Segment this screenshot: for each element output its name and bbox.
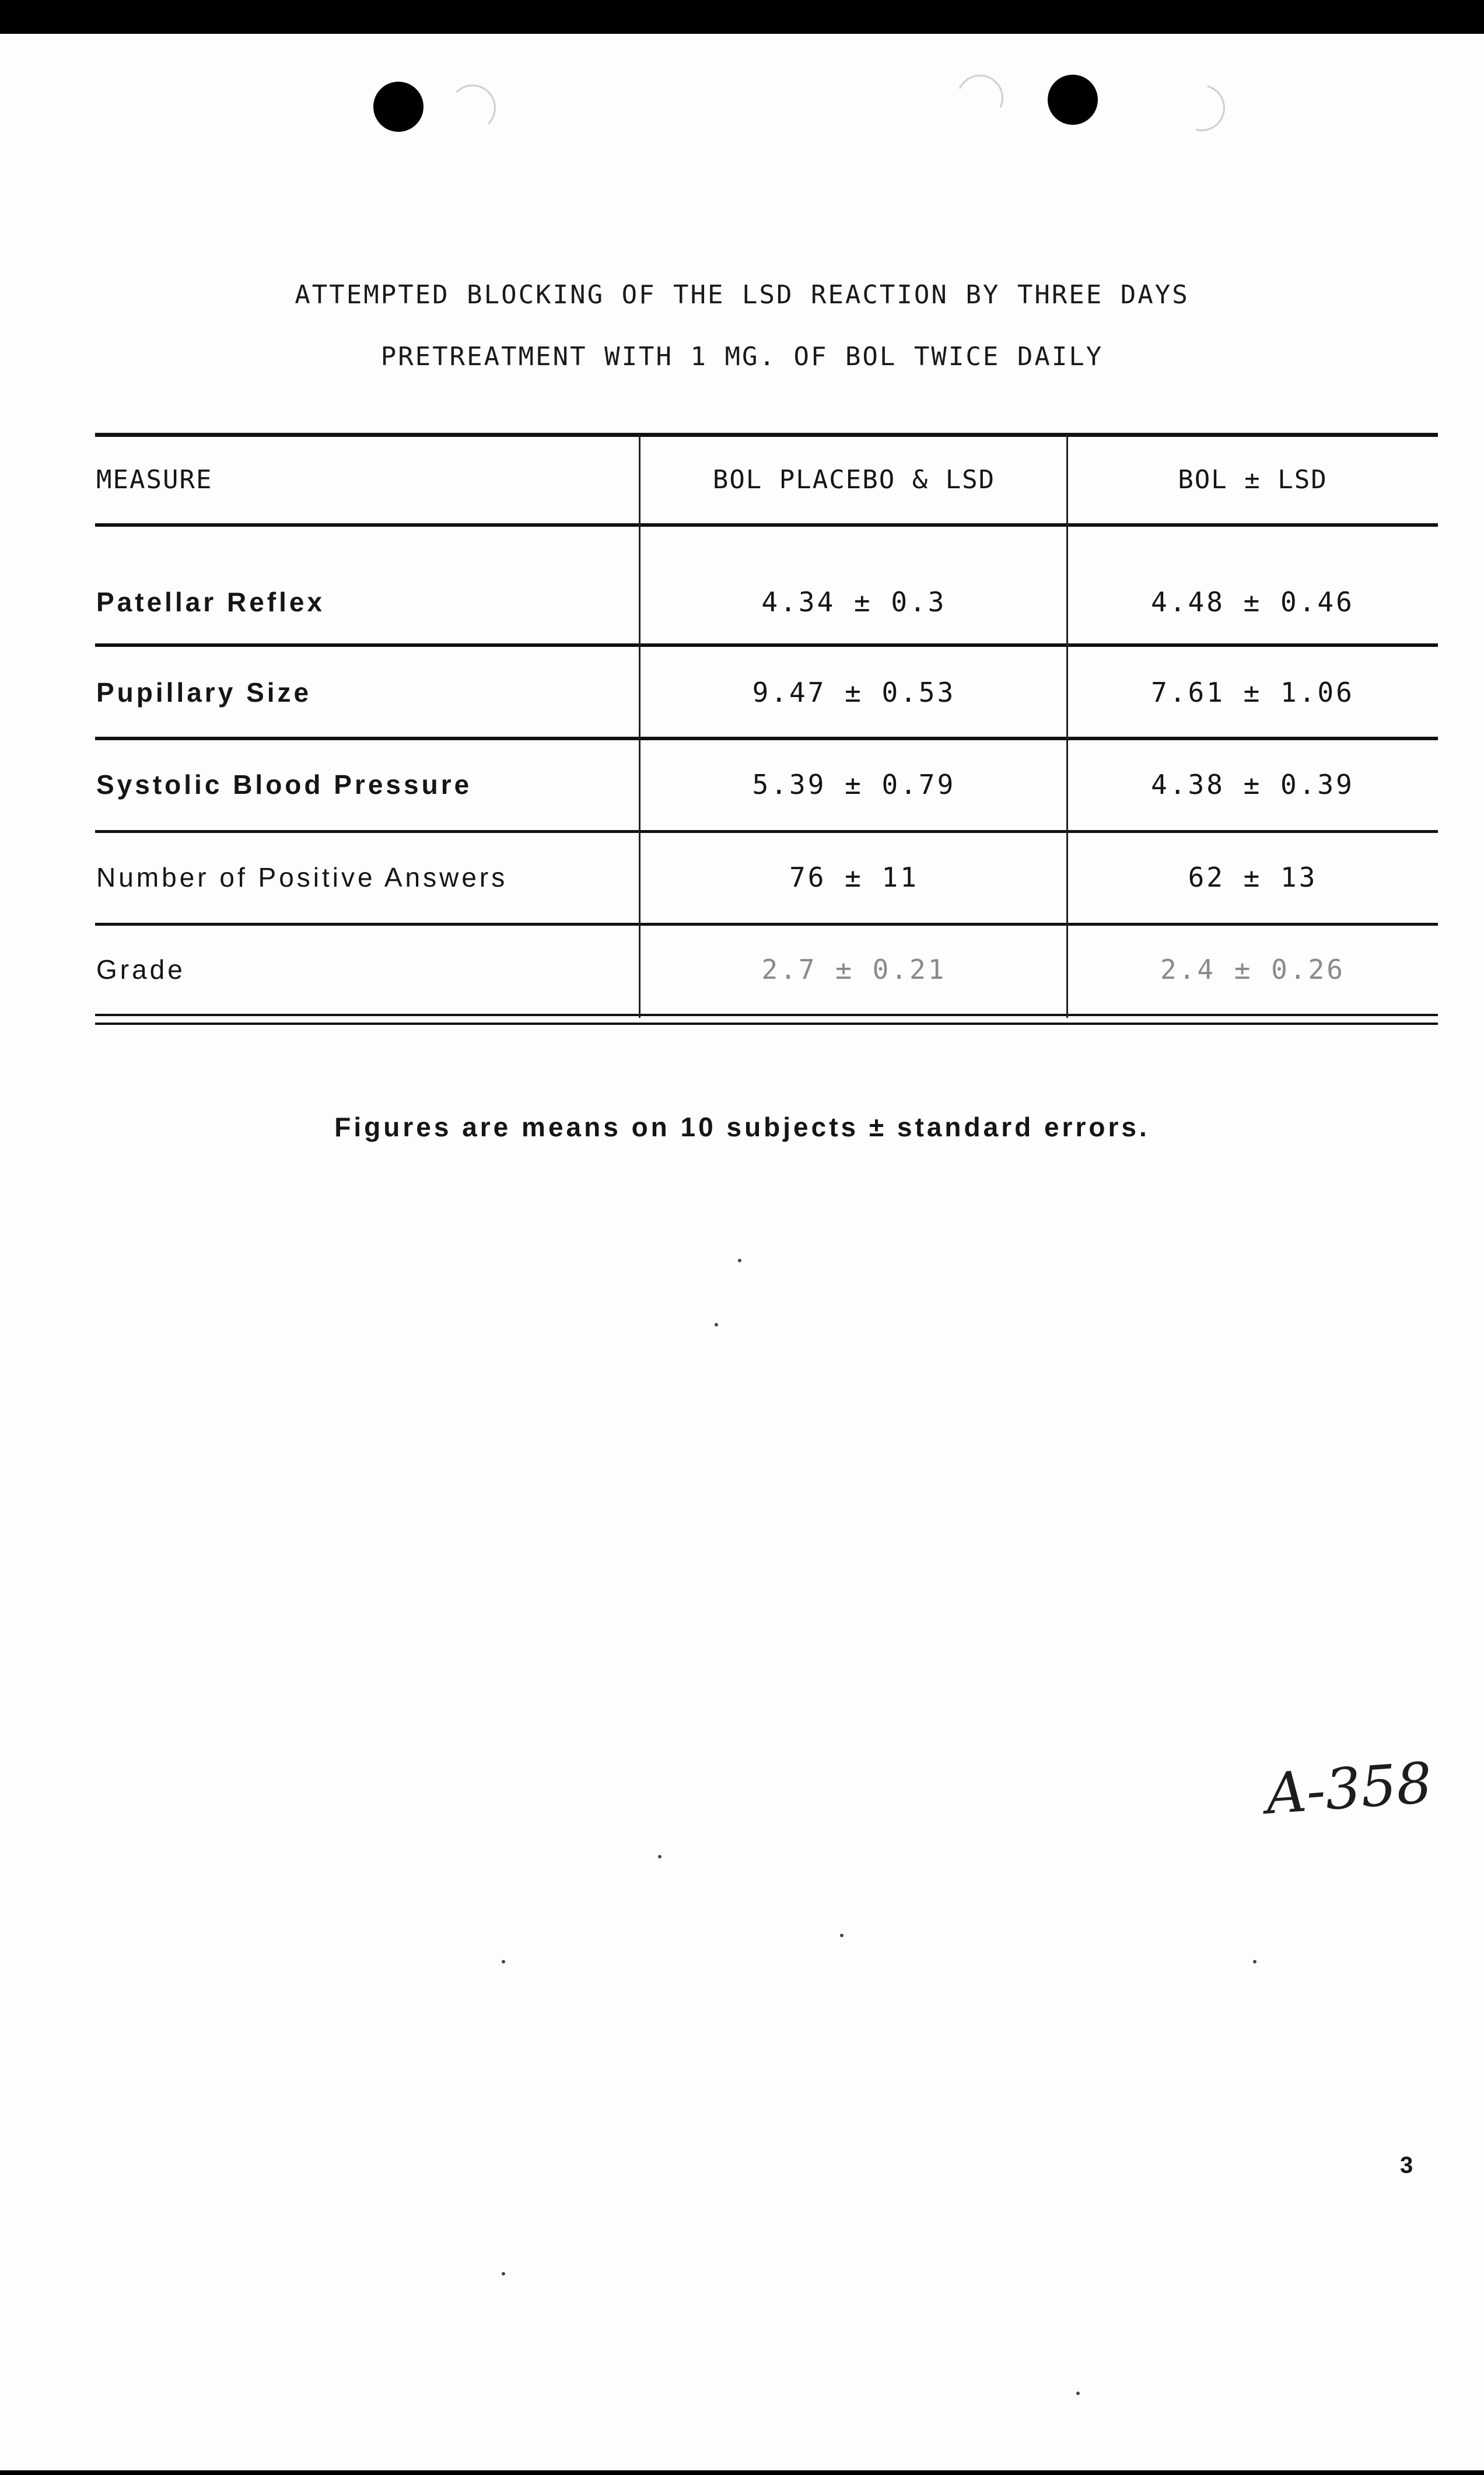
document-title-line-1: ATTEMPTED BLOCKING OF THE LSD REACTION BY THREE DAYS <box>295 280 1189 310</box>
scan-speck <box>738 1259 741 1262</box>
column-header-placebo-lsd: BOL PLACEBO & LSD <box>712 465 996 495</box>
table-row-rule <box>95 643 1438 647</box>
cell-grade-bol-lsd: 2.4 ± 0.26 <box>1160 954 1345 985</box>
row-label-grade: Grade <box>96 954 186 985</box>
scan-speck <box>1253 1960 1256 1963</box>
row-label-pupillary-size: Pupillary Size <box>96 677 312 708</box>
row-label-positive-answers: Number of Positive Answers <box>96 862 508 892</box>
cell-systolic-bol-lsd: 4.38 ± 0.39 <box>1151 769 1354 800</box>
handwritten-annotation: A-358 <box>1264 1750 1434 1827</box>
table-row-rule <box>95 923 1438 926</box>
table-footnote: Figures are means on 10 subjects ± standard errors. <box>334 1112 1150 1142</box>
column-header-bol-lsd: BOL ± LSD <box>1178 465 1328 495</box>
scan-bottom-border <box>0 2470 1484 2475</box>
document-title-line-2: PRETREATMENT WITH 1 MG. OF BOL TWICE DAILY <box>380 342 1104 372</box>
cell-pupillary-placebo-lsd: 9.47 ± 0.53 <box>752 677 956 708</box>
table-column-divider <box>639 435 640 1018</box>
table-row-rule <box>95 830 1438 833</box>
row-label-patellar-reflex: Patellar Reflex <box>96 587 326 617</box>
table-bottom-rule <box>95 1023 1438 1025</box>
cell-systolic-placebo-lsd: 5.39 ± 0.79 <box>752 769 956 800</box>
scan-top-border <box>0 0 1484 34</box>
table-column-divider <box>1066 435 1068 1018</box>
cell-pupillary-bol-lsd: 7.61 ± 1.06 <box>1151 677 1354 708</box>
punch-hole-ring-right <box>1170 76 1233 139</box>
cell-answers-placebo-lsd: 76 ± 11 <box>789 862 919 893</box>
row-label-systolic-blood-pressure: Systolic Blood Pressure <box>96 769 473 800</box>
scan-speck <box>502 1960 505 1963</box>
page-number: 3 <box>1400 2152 1413 2178</box>
scan-speck <box>658 1855 662 1858</box>
scan-speck <box>715 1323 718 1326</box>
table-top-rule <box>95 433 1438 437</box>
column-header-measure: MEASURE <box>96 465 213 495</box>
punch-hole-right <box>1048 75 1098 125</box>
table-header-rule <box>95 523 1438 527</box>
scan-speck <box>840 1934 844 1937</box>
cell-answers-bol-lsd: 62 ± 13 <box>1188 862 1318 893</box>
cell-grade-placebo-lsd: 2.7 ± 0.21 <box>761 954 947 985</box>
cell-patellar-bol-lsd: 4.48 ± 0.46 <box>1151 586 1354 618</box>
cell-patellar-placebo-lsd: 4.34 ± 0.3 <box>761 586 947 618</box>
scan-speck <box>1076 2392 1080 2395</box>
punch-hole-left <box>373 82 424 132</box>
punch-hole-ring-mid <box>950 68 1010 128</box>
table-bottom-rule <box>95 1014 1438 1016</box>
table-row-rule <box>95 737 1438 740</box>
punch-hole-ring-left <box>449 85 496 131</box>
scan-speck <box>502 2272 505 2276</box>
